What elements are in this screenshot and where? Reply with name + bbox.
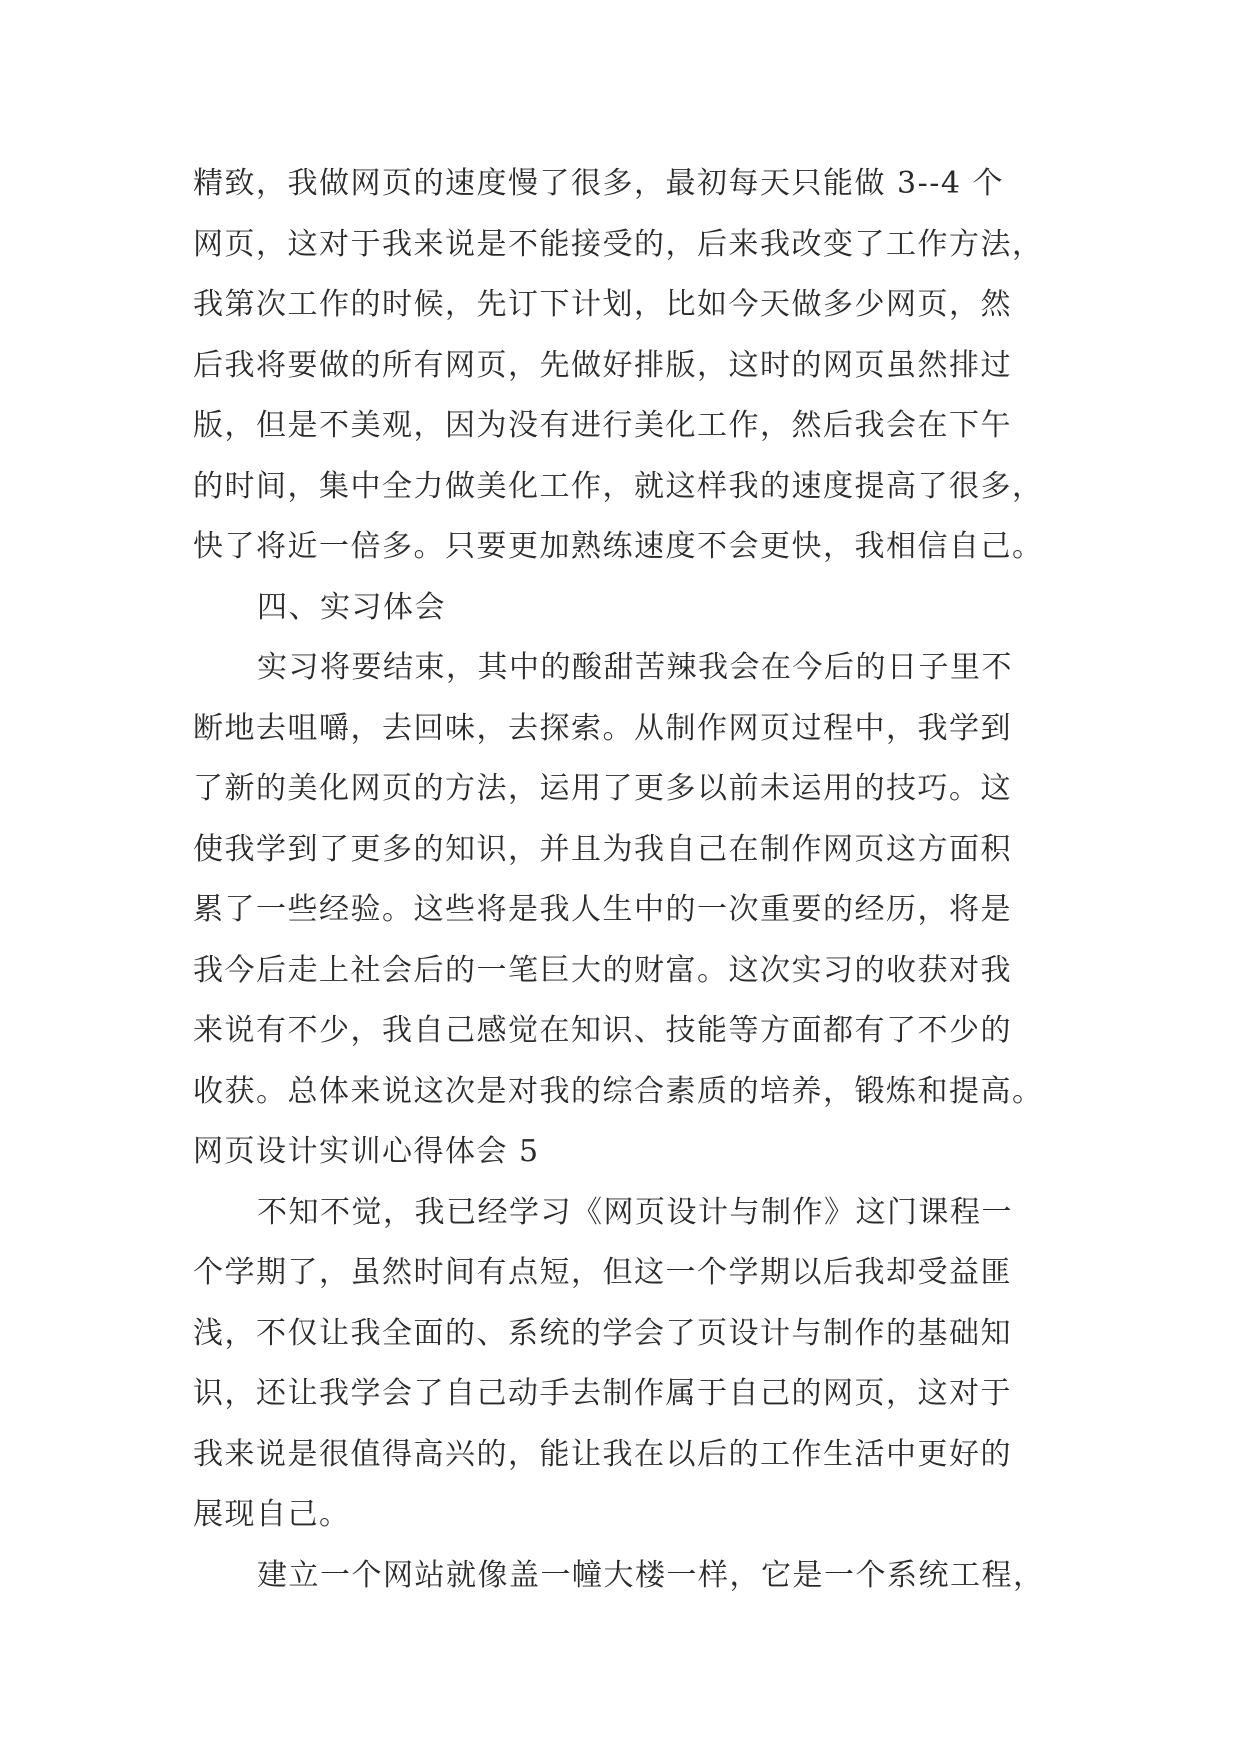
text-line: 建立一个网站就像盖一幢大楼一样，它是一个系统工程， — [257, 1557, 1045, 1593]
text-line: 了新的美化网页的方法，运用了更多以前未运用的技巧。这 — [193, 771, 1012, 806]
text-line: 展现自己。 — [193, 1497, 351, 1532]
body-text — [193, 154, 1053, 1606]
section-heading: 四、实习体会 — [257, 589, 446, 625]
text-line: 后我将要做的所有网页，先做好排版，这时的网页虽然排过 — [193, 347, 1012, 383]
text-line: 网页，这对于我来说是不能接受的，后来我改变了工作方法， — [193, 226, 1044, 262]
text-line: 来说有不少，我自己感觉在知识、技能等方面都有了不少的 — [193, 1013, 1012, 1048]
text-line: 识，还让我学会了自己动手去制作属于自己的网页，这对于 — [193, 1376, 1012, 1411]
text-line: 精致，我做网页的速度慢了很多，最初每天只能做 3--4 个 — [193, 166, 1005, 201]
text-line: 的时间，集中全力做美化工作，就这样我的速度提高了很多， — [193, 468, 1044, 504]
text-line: 快了将近一倍多。只要更加熟练速度不会更快，我相信自己。 — [193, 529, 1044, 564]
text-line: 不知不觉，我已经学习《网页设计与制作》这门课程一 — [257, 1194, 1013, 1230]
text-line: 收获。总体来说这次是对我的综合素质的培养，锻炼和提高。 — [193, 1073, 1044, 1109]
text-line: 我来说是很值得高兴的，能让我在以后的工作生活中更好的 — [193, 1436, 1012, 1472]
text-line: 使我学到了更多的知识，并且为我自己在制作网页这方面积 — [193, 831, 1012, 867]
text-line: 浅，不仅让我全面的、系统的学会了页设计与制作的基础知 — [193, 1315, 1012, 1351]
text-line: 个学期了，虽然时间有点短，但这一个学期以后我却受益匪 — [193, 1255, 1012, 1290]
text-line: 我今后走上社会后的一笔巨大的财富。这次实习的收获对我 — [193, 952, 1012, 988]
text-line: 累了一些经验。这些将是我人生中的一次重要的经历，将是 — [193, 892, 1012, 927]
text-line: 实习将要结束，其中的酸甜苦辣我会在今后的日子里不 — [257, 650, 1013, 685]
text-line: 版，但是不美观，因为没有进行美化工作，然后我会在下午 — [193, 408, 1012, 443]
article-title: 网页设计实训心得体会 5 — [193, 1134, 540, 1169]
text-line: 我第次工作的时候，先订下计划，比如今天做多少网页，然 — [193, 287, 1012, 322]
text-line: 断地去咀嚼，去回味，去探索。从制作网页过程中，我学到 — [193, 710, 1012, 746]
